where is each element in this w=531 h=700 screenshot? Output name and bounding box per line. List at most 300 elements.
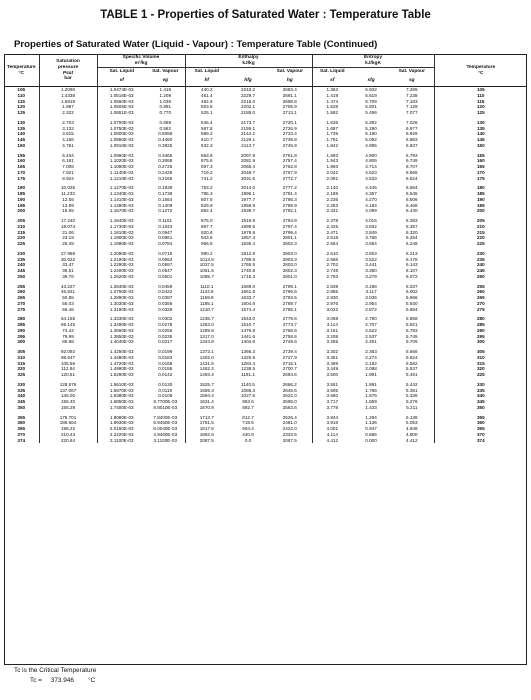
table-cell: 140 <box>4 131 39 137</box>
table-cell: 5.537 <box>390 366 434 372</box>
table-cell: 6.545 <box>390 191 434 197</box>
table-cell: 675.6 <box>201 158 213 164</box>
table-cell: 115 <box>4 99 39 105</box>
table-cell: 36.51 <box>39 268 97 274</box>
table-cell: 200 <box>476 208 485 214</box>
table-cell: 1.433 <box>365 404 377 410</box>
table-cell: 2.042 <box>326 169 339 175</box>
table-cell: 0.0183 <box>146 355 185 361</box>
table-cell: 2622.0 <box>268 393 312 399</box>
table-cell: 2229.7 <box>240 92 256 98</box>
table-cell: 200 <box>4 208 39 214</box>
table-cell: 1.6850E-03 <box>109 399 134 404</box>
table-cell: 1.363 <box>326 87 339 92</box>
table-cell: 0.770 <box>146 110 185 116</box>
table-cell: 610.7 <box>201 137 213 142</box>
table-cell: 2.322 <box>39 110 97 116</box>
table-cell: 0.1151 <box>146 218 185 224</box>
table-cell: 7.238 <box>390 93 434 99</box>
table-cell: 19.074 <box>39 224 97 230</box>
table-cell: 697.3 <box>201 164 213 169</box>
table-cell: 2.451 <box>365 339 377 345</box>
table-cell: 85.88 <box>39 339 97 345</box>
table-cell: 335 <box>4 388 39 394</box>
table-cell: 5.666 <box>390 349 434 355</box>
table-cell: 215 <box>4 230 39 236</box>
table-cell: 1.2520E-03 <box>109 273 134 279</box>
table-cell: 2.707 <box>365 322 377 327</box>
table-cell: 180 <box>476 185 485 191</box>
table-cell: 112.84 <box>39 366 97 372</box>
table-cell: 6.665 <box>390 170 434 176</box>
table-cell: 1.1410E-03 <box>109 196 134 202</box>
table-cell: 1919.9 <box>240 218 256 223</box>
table-cell: 335 <box>476 387 485 393</box>
table-cell: 990.2 <box>201 250 213 256</box>
table-cell: 1.136 <box>365 420 377 426</box>
table-cell: 6.107 <box>390 268 434 274</box>
table-cell: 4.900 <box>365 152 377 158</box>
table-cell: 4.412 <box>326 437 339 443</box>
table-cell: 225 <box>476 241 485 246</box>
table-cell: 2333.5 <box>268 432 312 438</box>
table-cell: 1.739 <box>326 131 339 137</box>
table-cell: 1.1340E-03 <box>109 191 134 196</box>
symbol-header: hfg <box>228 76 268 87</box>
table-cell: 3.117 <box>365 289 377 295</box>
table-cell: 1689.0 <box>240 283 256 289</box>
table-cell: 175.701 <box>39 415 97 421</box>
table-cell: 13.99 <box>39 203 97 209</box>
table-cell: 1.893 <box>326 152 339 158</box>
table-cell: 6.929 <box>390 131 434 137</box>
table-cell: 2159.1 <box>240 125 256 131</box>
table-cell: 3.500 <box>326 372 339 377</box>
table-cell: 355 <box>4 415 39 421</box>
table-cell: 300 <box>4 339 39 345</box>
table-cell: 345 <box>4 399 39 405</box>
table-cell: 2202.1 <box>240 104 256 110</box>
table-cell: 3.916 <box>326 420 339 426</box>
table-cell: 260 <box>4 289 39 295</box>
table-cell: 245 <box>476 268 485 273</box>
table-cell: 3.360 <box>365 268 377 273</box>
table-cell: 1.5280E-03 <box>109 372 134 377</box>
table-cell: 2087.5 <box>199 437 214 443</box>
table-cell: 15.55 <box>39 208 97 214</box>
table-cell: 1939.7 <box>240 208 256 214</box>
table-cell: 1404.8 <box>240 339 256 345</box>
table-cell: 46.921 <box>39 289 97 295</box>
table-cell: 1892.6 <box>199 431 214 437</box>
table-cell: 2173.7 <box>240 119 256 125</box>
table-cell: 1.4990E-03 <box>109 366 134 372</box>
table-cell: 1740.8 <box>240 268 256 273</box>
table-cell: 370 <box>4 432 39 438</box>
table-cell: 290 <box>4 328 39 334</box>
table-cell: 1.943 <box>326 158 339 164</box>
table-cell: 1.991 <box>365 372 377 377</box>
table-cell: 145 <box>4 137 39 143</box>
table-cell: 0.5085 <box>146 131 185 137</box>
table-cell: 5.391 <box>390 388 434 394</box>
table-cell: 2.839 <box>326 283 339 289</box>
table-cell: 125 <box>4 110 39 116</box>
entropy-header: Entropy kJ/kgK <box>312 55 434 68</box>
symbol-header: vf <box>97 76 146 87</box>
table-cell: 0.4460 <box>146 137 185 143</box>
table-cell: 1.2760E-03 <box>109 289 134 295</box>
table-cell: 763.2 <box>201 185 213 191</box>
table-cell: 1977.7 <box>240 196 256 202</box>
table-cell: 4.357 <box>365 191 377 196</box>
table-cell: 5.053 <box>390 420 434 426</box>
table-cell: 2767.9 <box>268 170 312 176</box>
table-cell: 1.0474E-03 <box>109 87 134 92</box>
table-cell: 2705.9 <box>268 104 312 110</box>
table-cell: 5.709 <box>365 98 377 104</box>
table-cell: 604.4 <box>242 426 254 431</box>
table-cell: 130 <box>4 120 39 126</box>
table-cell: 2.274 <box>365 354 377 360</box>
table-cell: 3.522 <box>365 256 377 262</box>
table-cell: 6.624 <box>390 176 434 182</box>
critical-temperature-note: Tc is the Critical Temperature <box>14 667 97 674</box>
sub-header: Sat. Vapour <box>390 68 434 77</box>
table-cell: 1402.0 <box>199 354 214 360</box>
table-cell: 0.2725 <box>146 164 185 170</box>
table-cell: 185 <box>476 191 485 196</box>
table-cell: 943.6 <box>201 235 213 241</box>
table-cell: 23.19 <box>39 235 97 241</box>
sub-header <box>228 68 268 77</box>
table-cell: 1812.8 <box>240 250 256 256</box>
table-cell: 812.7 <box>242 414 254 420</box>
sub-header: Sat. Vapour <box>268 68 312 77</box>
table-cell: 2739.8 <box>268 137 312 143</box>
table-cell: 1.0750E-03 <box>109 125 134 131</box>
table-cell: 1713.7 <box>199 414 214 420</box>
table-cell: 17.240 <box>39 218 97 224</box>
table-cell: 175 <box>4 176 39 182</box>
table-cell: 250 <box>4 274 39 280</box>
table-cell: 345 <box>476 399 485 404</box>
table-cell: 245 <box>4 268 39 274</box>
table-cell: 6.837 <box>390 143 434 149</box>
table-cell: 3.441 <box>365 262 377 268</box>
table-cell: 320 <box>476 366 485 372</box>
table-cell: 1.8080E-03 <box>109 414 134 420</box>
table-cell: 105 <box>476 87 485 92</box>
table-cell: 2691.1 <box>268 93 312 99</box>
table-cell: 240 <box>4 262 39 268</box>
table-cell: 6.037 <box>390 284 434 290</box>
table-cell: 146.00 <box>39 393 97 399</box>
table-cell: 255 <box>476 283 485 289</box>
table-cell: 2745.9 <box>268 143 312 149</box>
table-cell: 1.1900E-03 <box>109 235 134 241</box>
table-cell: 2113.7 <box>241 142 255 148</box>
table-cell: 1789.5 <box>240 256 256 262</box>
table-cell: 1431.6 <box>199 360 214 366</box>
table-cell: 2727.9 <box>268 355 312 361</box>
table-cell: 0.3068 <box>146 158 185 164</box>
table-cell: 1.3030E-03 <box>109 300 134 306</box>
table-cell: 374 <box>476 437 485 443</box>
table-cell: 59.46 <box>39 307 97 313</box>
table-cell: 128.575 <box>39 382 97 388</box>
table-cell: 1037.5 <box>199 262 214 268</box>
table-cell: 3.132 <box>39 126 97 132</box>
table-cell: 6.468 <box>390 203 434 209</box>
table-cell: 1.418 <box>146 87 185 93</box>
table-cell: 1.294 <box>365 414 377 420</box>
table-cell: 21.06 <box>39 230 97 236</box>
table-cell: 2481.0 <box>268 420 312 426</box>
table-cell: 1.582 <box>326 110 339 115</box>
table-cell: 1.676 <box>365 393 377 399</box>
sub-header: Sat. Liquid <box>194 69 220 75</box>
table-cell: 1.4480E-03 <box>109 354 134 360</box>
table-cell: 55.03 <box>39 301 97 307</box>
table-cell: 2802.3 <box>268 241 312 247</box>
table-cell: 1878.8 <box>240 229 256 235</box>
table-cell: 3.255 <box>326 339 339 345</box>
table-cell: 1.891 <box>365 381 377 387</box>
table-cell: 3.603 <box>365 250 377 256</box>
table-cell: 5.821 <box>390 322 434 328</box>
table-cell: 2777.2 <box>268 185 312 191</box>
table-cell: 2.378 <box>326 218 339 223</box>
table-cell: 205 <box>476 218 485 223</box>
table-cell: 69.145 <box>39 322 97 328</box>
table-cell: 1462.2 <box>199 366 214 372</box>
table-cell: 1633.7 <box>240 295 256 300</box>
table-cell: 1.1990E-03 <box>109 241 134 246</box>
table-cell: 1.0560E-03 <box>109 98 134 104</box>
table-cell: 4.948 <box>390 426 434 432</box>
table-cell: 7.921 <box>39 170 97 176</box>
table-cell: 966.8 <box>201 241 213 246</box>
table-cell: 3.036 <box>365 295 377 300</box>
table-cell: 2.976 <box>326 300 339 306</box>
table-cell: 220.64 <box>39 438 97 444</box>
table-cell: 4.761 <box>39 143 97 149</box>
table-cell: 1.0910E-03 <box>109 142 134 148</box>
table-cell: 340 <box>476 393 485 399</box>
table-cell: 897.7 <box>201 223 213 229</box>
table-cell: 2.140 <box>326 185 339 191</box>
table-cell: 5.496 <box>365 110 377 115</box>
table-cell: 270 <box>476 300 485 306</box>
table-cell: 0.000 <box>365 437 377 443</box>
table-cell: 5.858 <box>390 316 434 322</box>
table-cell: 1110.1 <box>200 283 214 289</box>
table-cell: 315 <box>476 360 485 366</box>
table-cell: 235 <box>476 256 485 262</box>
table-cell: 1.635 <box>326 119 339 125</box>
table-cell: 0.0501 <box>146 274 185 280</box>
table-cell: 546.4 <box>201 119 213 125</box>
table-cell: 7.008 <box>39 164 97 170</box>
table-cell: 0.0302 <box>146 316 185 322</box>
table-cell: 4.184 <box>365 202 377 208</box>
table-cell: 0.1564 <box>146 197 185 203</box>
table-cell: 3.766 <box>365 235 377 241</box>
table-cell: 0.1272 <box>146 208 185 214</box>
table-cell: 2129.1 <box>240 137 256 142</box>
table-cell: 875.0 <box>201 218 213 223</box>
table-cell: 2793.5 <box>268 295 312 301</box>
table-cell: 9.7700E-03 <box>146 399 185 405</box>
table-cell: 2.088 <box>365 366 377 372</box>
table-cell: 1.0850E-03 <box>109 137 134 142</box>
table-cell: 2.2220E-03 <box>109 431 134 437</box>
table-cell: 2081.9 <box>240 158 256 164</box>
table-cell: 2792.1 <box>268 208 312 214</box>
table-cell: 170 <box>4 170 39 176</box>
table-cell: 1140.5 <box>241 381 255 387</box>
table-cell: 5.582 <box>390 361 434 367</box>
table-cell: 190 <box>476 196 485 202</box>
table-cell: 2188.0 <box>240 110 256 115</box>
table-cell: 310 <box>476 354 485 360</box>
table-cell: 360 <box>476 420 485 426</box>
table-cell: 440.8 <box>242 431 254 437</box>
table-cell: 3.844 <box>326 414 339 420</box>
table-cell: 11.233 <box>39 191 97 197</box>
table-cell: 1.5610E-03 <box>109 381 134 387</box>
table-cell: 3.932 <box>365 223 377 229</box>
table-cell: 1.4250E-03 <box>109 349 134 354</box>
table-cell: 5.706 <box>390 339 434 345</box>
table-cell: 1670.9 <box>199 404 214 410</box>
table-cell: 1.1570E-03 <box>109 208 134 214</box>
table-cell: 3.605 <box>326 387 339 393</box>
table-cell: 2.564 <box>326 241 339 246</box>
table-cell: 10.026 <box>39 185 97 191</box>
table-cell: 1.993 <box>326 164 339 169</box>
table-cell: 5.894 <box>390 307 434 313</box>
table-cell: 7.295 <box>390 87 434 93</box>
table-cell: 8.8010E-03 <box>146 405 185 411</box>
table-cell: 1185.1 <box>199 300 214 306</box>
table-cell: 632.3 <box>201 142 213 148</box>
table-cell: 6.749 <box>390 158 434 164</box>
table-cell: 1.6918 <box>39 99 97 105</box>
table-cell: 265 <box>4 295 39 301</box>
table-cell: 4.533 <box>365 175 377 181</box>
table-cell: 1366.3 <box>240 349 256 354</box>
table-cell: 120.51 <box>39 372 97 378</box>
table-cell: 6.143 <box>390 262 434 268</box>
table-cell: 2563.6 <box>268 405 312 411</box>
table-cell: 325 <box>476 372 485 377</box>
table-cell: 2.793 <box>326 273 339 279</box>
table-cell: 0.3925 <box>146 143 185 149</box>
table-cell: 2.537 <box>365 333 377 339</box>
table-cell: 210 <box>4 224 39 230</box>
table-cell: 1761.5 <box>199 420 214 426</box>
table-cell: 300 <box>476 339 485 345</box>
table-cell: 2700.7 <box>268 366 312 372</box>
table-cell: 2796.6 <box>268 289 312 295</box>
table-cell: 4.001 <box>326 426 339 431</box>
table-cell: 1476.8 <box>240 327 256 333</box>
table-cell: 155.40 <box>39 399 97 405</box>
table-cell: 0.0155 <box>146 366 185 372</box>
table-cell: 6.072 <box>390 274 434 280</box>
table-cell: 2789.7 <box>268 301 312 307</box>
table-cell: 4.623 <box>365 169 377 175</box>
table-cell: 330 <box>476 381 485 387</box>
table-cell: 350 <box>476 404 485 410</box>
table-cell: 155 <box>476 152 485 158</box>
table-cell: 6.178 <box>390 257 434 263</box>
table-cell: 145 <box>476 137 485 142</box>
table-cell: 1317.0 <box>199 333 214 339</box>
table-cell: 2097.9 <box>240 152 256 158</box>
table-cell: 0.582 <box>146 126 185 132</box>
table-cell: 2065.4 <box>240 164 256 169</box>
table-cell: 2762.8 <box>268 164 312 170</box>
table-cell: 0.947 <box>365 426 377 431</box>
table-cell: 325 <box>4 372 39 378</box>
table-cell: 0.0784 <box>146 241 185 247</box>
table-cell: 0.0653 <box>146 257 185 263</box>
table-cell: 0.0387 <box>146 295 185 301</box>
table-cell: 1289.8 <box>199 327 214 333</box>
table-subtitle: Properties of Saturated Water (Liquid - Vapour) : Temperature Table (Continued) <box>14 39 378 50</box>
table-cell: 180 <box>4 185 39 191</box>
table-cell: 2733.4 <box>268 131 312 137</box>
table-cell: 137.067 <box>39 388 97 394</box>
symbol-header: hg <box>268 76 312 87</box>
table-cell: 255 <box>4 284 39 290</box>
table-cell: 2.748 <box>326 268 339 273</box>
table-cell: 0.0861 <box>146 235 185 241</box>
table-cell: 0.1739 <box>146 191 185 197</box>
table-cell: 0.0142 <box>146 372 185 378</box>
table-cell: 2683.4 <box>268 87 312 93</box>
table-cell: 2801.1 <box>268 235 312 241</box>
table-cell: 503.8 <box>201 104 213 110</box>
table-cell: 3.778 <box>326 404 339 410</box>
table-cell: 1.1810E-03 <box>109 229 134 235</box>
table-cell: 0.0328 <box>146 307 185 313</box>
table-cell: 1958.9 <box>240 202 256 208</box>
table-cell: 2751.8 <box>268 153 312 159</box>
table-cell: 2.283 <box>326 202 339 208</box>
table-cell: 1.2290E-03 <box>109 262 134 268</box>
table-cell: 2087.5 <box>268 438 312 444</box>
symbol-header: sg <box>390 76 434 87</box>
table-cell: 6.977 <box>390 126 434 132</box>
table-cell: 1.2090E-03 <box>109 250 134 256</box>
table-cell: 275 <box>476 306 485 312</box>
table-cell: 230 <box>476 250 485 256</box>
table-cell: 829.9 <box>201 202 213 208</box>
table-cell: 1.1210E-03 <box>109 175 134 181</box>
table-cell: 1134.8 <box>199 289 214 295</box>
table-cell: 6.249 <box>390 241 434 247</box>
symbol-header: vg <box>146 76 185 87</box>
table-cell: 1857.4 <box>240 235 256 241</box>
table-cell: 2713.1 <box>268 110 312 116</box>
enthalpy-header: Enthalpy kJ/kg <box>185 55 312 68</box>
table-cell: 4.806 <box>365 158 377 164</box>
table-cell: 140 <box>476 131 485 137</box>
